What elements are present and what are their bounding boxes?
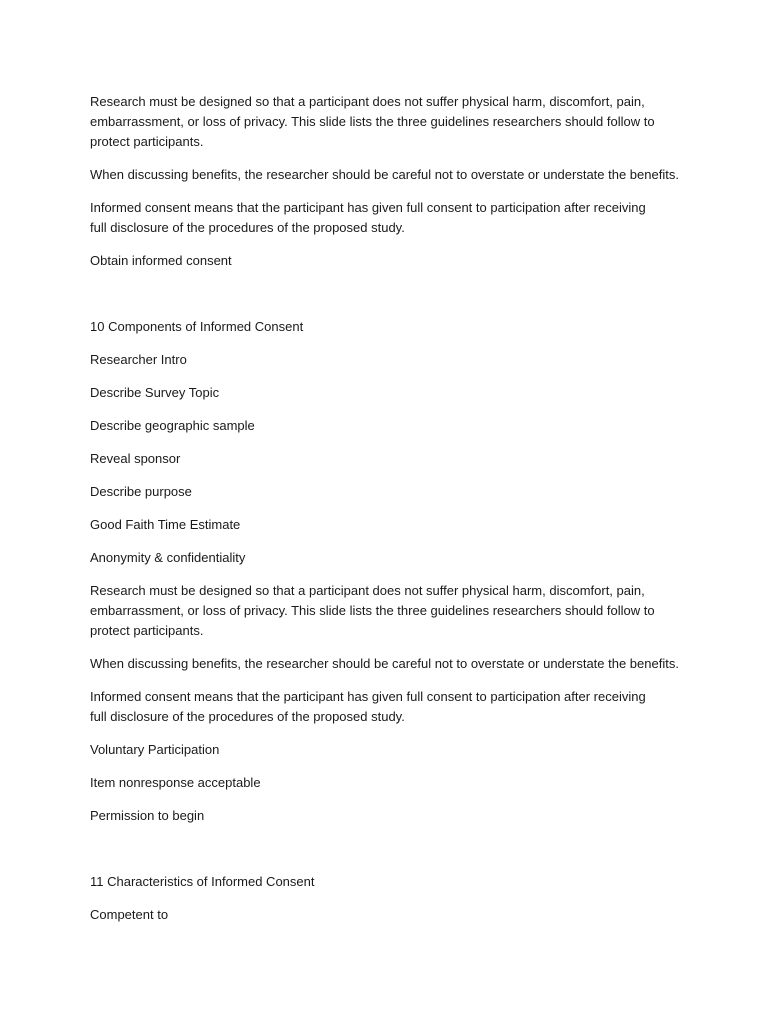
list-item: Voluntary Participation [90,742,220,757]
list-item: Permission to begin [90,808,205,823]
list-item: Describe Survey Topic [90,385,220,400]
list-item: Reveal sponsor [90,451,181,466]
list-item: Good Faith Time Estimate [90,517,241,532]
list-item: Describe purpose [90,484,192,499]
list-item: Anonymity & confidentiality [90,550,246,565]
paragraph-informed-consent-definition-repeat: Informed consent means that the participant has given full consent to participation after receiving full disclosure of the procedures of the proposed study. [90,689,646,724]
list-item: Researcher Intro [90,352,187,367]
paragraph-research-design-repeat: Research must be designed so that a participant does not suffer physical harm, discomfort, pain, embarrassment, or loss of privacy. This slide lists the three guidelines researchers should follow to protect participants. [90,583,655,638]
list-item: Item nonresponse acceptable [90,775,261,790]
list-item: Describe geographic sample [90,418,255,433]
document-body [90,92,690,938]
section-heading-characteristics: 11 Characteristics of Informed Consent [90,874,315,889]
list-item: Competent to [90,907,169,922]
paragraph-informed-consent-definition: Informed consent means that the participant has given full consent to participation after receiving full disclosure of the procedures of the proposed study. [90,200,646,235]
section-heading-components: 10 Components of Informed Consent [90,319,304,334]
paragraph-obtain-consent: Obtain informed consent [90,253,232,268]
paragraph-benefits-repeat: When discussing benefits, the researcher should be careful not to overstate or understate the benefits. [90,656,679,671]
paragraph-benefits: When discussing benefits, the researcher should be careful not to overstate or understate the benefits. [90,167,679,182]
paragraph-research-design: Research must be designed so that a participant does not suffer physical harm, discomfort, pain, embarrassment, or loss of privacy. This slide lists the three guidelines researchers should follow to protect participants. [90,94,655,149]
